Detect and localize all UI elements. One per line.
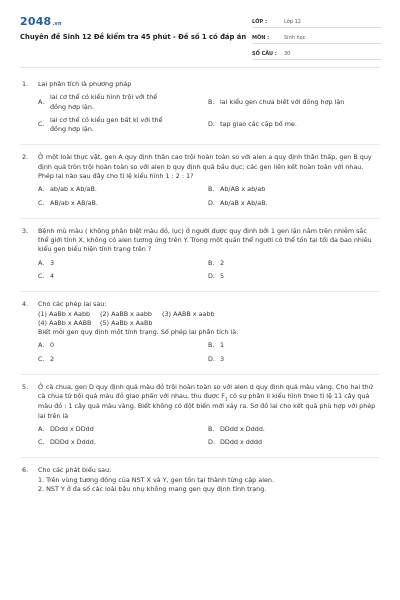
option-text: 5 [220, 271, 225, 280]
option-text: Ab/AB x ab/ab [220, 185, 266, 194]
options [38, 425, 378, 452]
option-text: lai cơ thể có kiểu gen bất kì với thể đồng hợp lặn. [50, 115, 163, 134]
question-stem [38, 383, 378, 421]
option-text: DDdd x Dddd. [220, 424, 265, 433]
question-stem: Lai phân tích là phương pháp [38, 80, 132, 88]
option-text: 2 [220, 258, 225, 267]
option-c[interactable] [38, 199, 208, 208]
option-text: 3 [220, 354, 225, 363]
question-4 [0, 300, 400, 368]
option-text: tạp giao các cặp bố mẹ. [220, 120, 297, 129]
option-text: 3 [50, 258, 55, 267]
options [38, 259, 378, 286]
meta-subject [252, 31, 382, 44]
option-d[interactable] [208, 272, 378, 281]
divider [20, 457, 380, 458]
option-d[interactable] [208, 438, 378, 447]
meta-label: LỚP : [252, 18, 267, 25]
meta-value: Lớp 12 [284, 18, 301, 25]
logo-text: 2048 [20, 15, 52, 28]
stem-part: có sự phân li kiểu hình theo tỉ lệ 11 cây quả màu đỏ : 1 cây quả màu vàng. Biết không có đột biến mới xảy ra. Sơ đồ lai cho kết quả phù hợp với phép lai trên là [38, 392, 376, 420]
option-a[interactable] [38, 425, 208, 434]
option-b[interactable] [208, 341, 378, 350]
question-list [0, 72, 400, 494]
option-text: 0 [50, 341, 55, 350]
option-b[interactable] [208, 259, 378, 268]
options [38, 93, 378, 138]
option-label: C. [38, 198, 45, 207]
option-text: lai cơ thể có kiểu hình trội với thể đồng hợp lặn. [50, 93, 158, 111]
option-label: B. [208, 258, 215, 267]
question-number: 5. [22, 382, 29, 391]
cross-item: (3) AABB x aabb [162, 309, 215, 318]
cross-item: (1) AaBb x Aabb [38, 309, 91, 318]
option-text: DDdd x DDdd [50, 424, 94, 433]
option-a[interactable] [38, 185, 208, 194]
cross-item: (4) AaBb x AABB [38, 318, 92, 327]
statement-line: 2. NST Y ở đa số các loài bậu nhụ không mang gen quy định tính trạng. [38, 484, 267, 493]
option-label: D. [208, 198, 215, 207]
options [38, 185, 378, 212]
question-stem: Cho các phát biểu sau: [38, 466, 112, 475]
question-number: 3. [22, 226, 29, 235]
exam-meta [252, 15, 382, 63]
header-divider [20, 67, 380, 68]
meta-label: SỐ CÂU : [252, 50, 277, 57]
option-label: A. [38, 97, 45, 106]
option-b[interactable] [208, 93, 378, 112]
option-d[interactable] [208, 116, 378, 135]
logo-suffix: .vn [52, 21, 62, 27]
question-5 [0, 383, 400, 451]
option-label: B. [208, 341, 215, 350]
meta-question-count [252, 47, 382, 60]
question-3 [0, 227, 400, 285]
meta-class [252, 15, 382, 28]
option-text: lai kiểu gen chưa biết với đồng hợp lặn [220, 97, 345, 106]
question-2 [0, 153, 400, 211]
option-label: A. [38, 341, 45, 350]
cross-list [38, 319, 378, 328]
option-c[interactable] [38, 272, 208, 281]
divider [20, 144, 380, 145]
option-b[interactable] [208, 185, 378, 194]
option-label: C. [38, 354, 45, 363]
question-stem: Cho các phép lai sau: [38, 300, 107, 309]
option-text: DDDd x Dddd. [50, 438, 96, 447]
option-c[interactable] [38, 438, 208, 447]
meta-value: Sinh học [284, 34, 306, 41]
divider [20, 374, 380, 375]
option-d[interactable] [208, 355, 378, 364]
question-number: 4. [22, 300, 29, 309]
site-logo[interactable] [20, 14, 62, 30]
option-label: A. [38, 258, 45, 267]
question-stem: Biết mỗi gen quy định một tính trạng. Số phép lai phân tích là: [38, 328, 239, 337]
option-text: AB/ab x AB/aB. [50, 198, 98, 207]
option-label: C. [38, 271, 45, 280]
stem-subscript: 1 [224, 396, 228, 402]
options [38, 341, 378, 368]
option-a[interactable] [38, 259, 208, 268]
question-number: 2. [22, 153, 29, 162]
option-label: B. [208, 97, 215, 106]
question-number: 6. [22, 466, 29, 475]
option-text: 1 [220, 341, 225, 350]
option-a[interactable] [38, 93, 208, 112]
option-label: D. [208, 120, 215, 129]
meta-label: MÔN : [252, 34, 270, 41]
option-label: D. [208, 271, 215, 280]
divider [20, 218, 380, 219]
question-number: 1. [22, 80, 29, 88]
option-d[interactable] [208, 199, 378, 208]
question-stem: Ở một loài thực vật, gen A quy định thân cao trội hoàn toàn so với alen a quy định thân thấp, gen B quy định quả tròn trội hoàn toàn so với alen b quy định quả bầu dục; các gen liên kết hoàn toàn với nhau. Phép lai nào sau đây cho tỉ lệ kiểu hình 1 : 2 : 1? [38, 153, 372, 180]
option-c[interactable] [38, 116, 208, 135]
cross-item: (2) AaBB x aabb [100, 309, 152, 318]
option-label: A. [38, 185, 45, 194]
option-a[interactable] [38, 341, 208, 350]
option-text: 4 [50, 271, 55, 280]
question-stem: Bệnh mù màu ( không phân biệt màu đỏ, lục) ở người được quy định bởi 1 gen lặn nằm trên nhiễm sắc thể giới tính X, không có alen tương ứng trên Y. Trong một quần thể người có thể tồn tại tối đa bao nhiêu kiểu gen biểu hiện tính trạng trên ? [38, 226, 372, 254]
question-1 [0, 80, 400, 138]
option-text: 2 [50, 354, 55, 363]
option-b[interactable] [208, 425, 378, 434]
stem-part: Ở cà chua, gen D quy định quả màu đỏ trội hoàn toàn so với alen d quy định quả màu vàng. Cho hai thứ cà chua tứ bội quả màu đỏ giao phấn với nhau, thu được F [38, 382, 373, 401]
option-c[interactable] [38, 355, 208, 364]
option-label: C. [38, 438, 45, 447]
cross-list [38, 310, 378, 319]
option-label: D. [208, 438, 215, 447]
cross-item: (5) AaBb x AaBb [100, 318, 153, 327]
option-label: B. [208, 185, 215, 194]
statement-line: 1. Trên vùng tương đồng của NST X và Y, gen tồn tại thành từng cặp alen. [38, 475, 274, 484]
option-label: D. [208, 354, 215, 363]
question-6 [0, 466, 400, 494]
option-label: C. [38, 120, 45, 129]
divider [20, 291, 380, 292]
page-title: Chuyên đề Sinh 12 Đề kiểm tra 45 phút - Đề số 1 có đáp án [20, 33, 247, 41]
option-text: Ab/aB x Ab/aB. [220, 198, 268, 207]
option-text: ab/ab x Ab/aB. [50, 185, 97, 194]
page-header [0, 0, 400, 72]
option-label: A. [38, 424, 45, 433]
option-label: B. [208, 424, 215, 433]
meta-value: 30 [284, 50, 291, 57]
option-text: DDdd x dddd [220, 438, 263, 447]
